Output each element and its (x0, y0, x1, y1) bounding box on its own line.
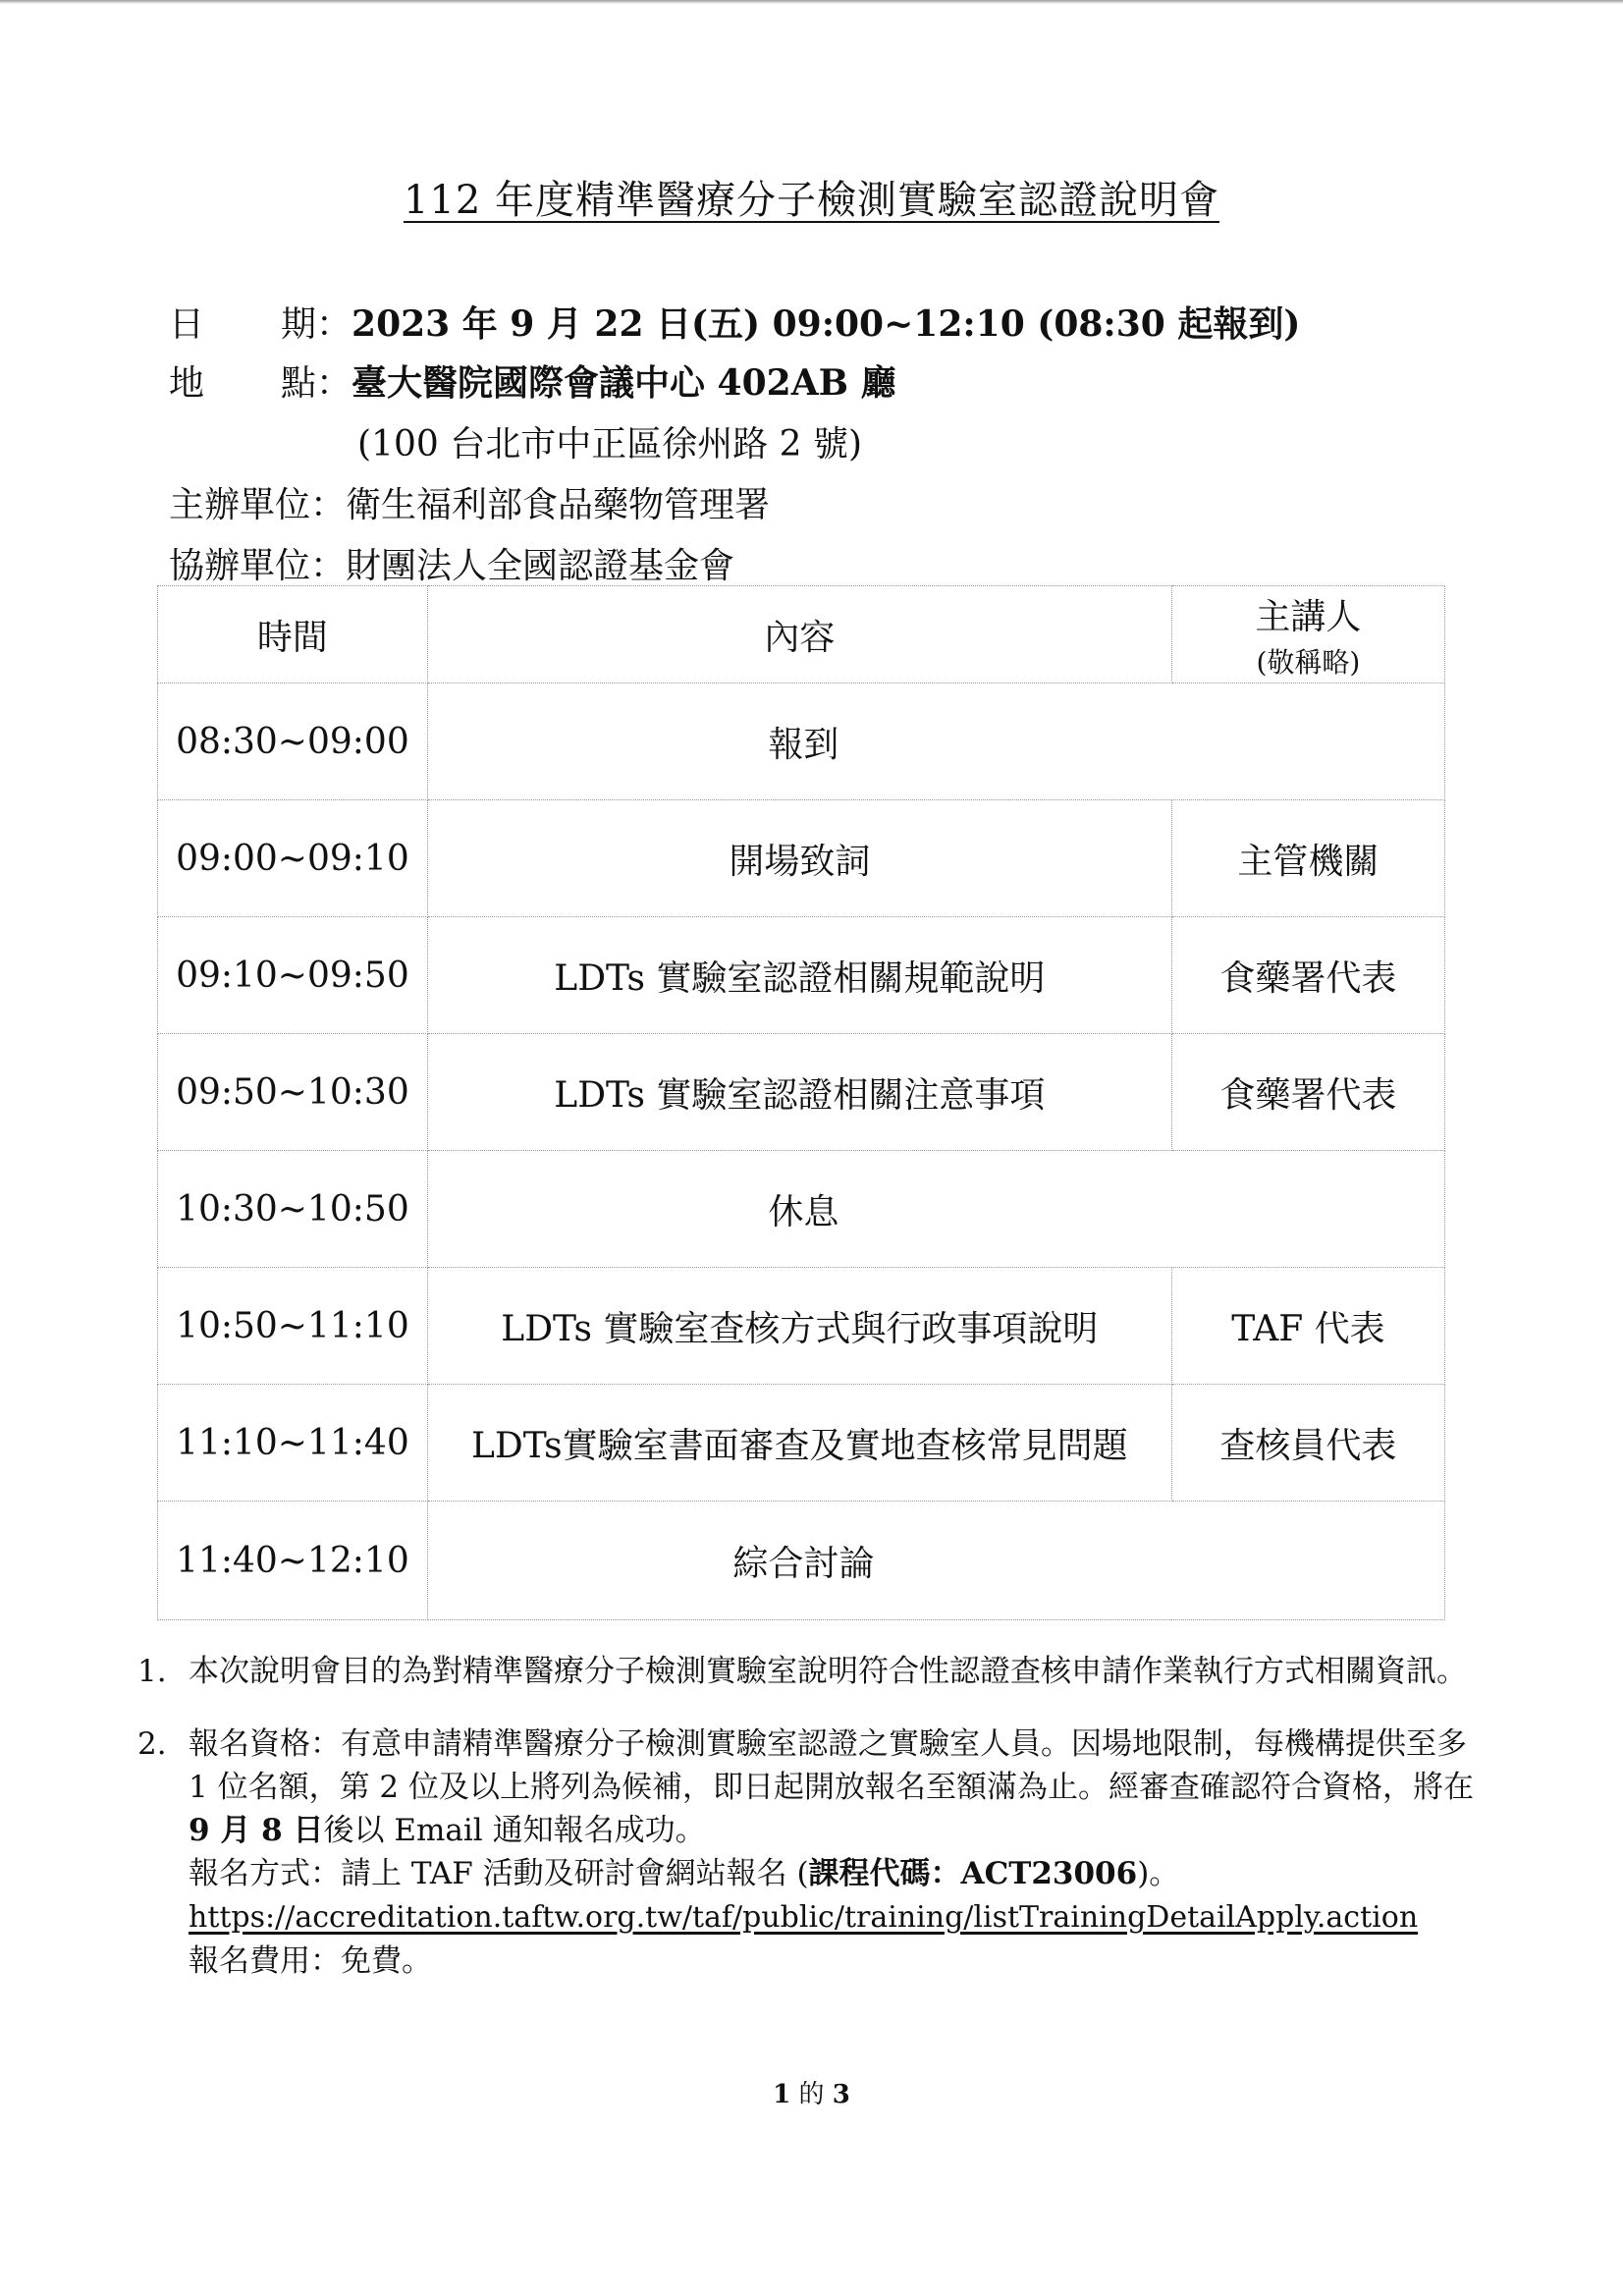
note-text: 本次說明會目的為對精準醫療分子檢測實驗室說明符合性認證查核申請作業執行方式相關資訊。 (189, 1654, 1467, 1689)
page-total: 3 (832, 2080, 850, 2109)
row-time: 11:40~12:10 (158, 1502, 428, 1620)
cohost-label: 協辦單位： (169, 546, 347, 586)
table-row (158, 917, 1445, 1034)
document-title-text: 112 年度精準醫療分子檢測實驗室認證說明會 (403, 178, 1220, 223)
place-address: (100 台北市中正區徐州路 2 號) (357, 424, 863, 465)
row-time: 10:50~11:10 (158, 1268, 428, 1385)
info-date-row (169, 297, 1300, 347)
place-label-second: 點： (281, 363, 352, 404)
page-number (0, 2074, 1623, 2110)
schedule-table (157, 585, 1445, 1620)
row-speaker: TAF 代表 (1171, 1268, 1444, 1385)
place-value: 臺大醫院國際會議中心 402AB 廳 (352, 362, 896, 404)
note-item (137, 1722, 1483, 1983)
note-number: 2. (137, 1726, 167, 1762)
row-speaker: 食藥署代表 (1171, 1034, 1444, 1151)
notify-date: 9 月 8 日 (189, 1813, 324, 1848)
registration-url-link[interactable]: https://accreditation.taftw.org.tw/taf/public/training/listTrainingDetailApply.action (189, 1900, 1419, 1935)
info-cohost-row (169, 538, 734, 588)
notes-list (137, 1650, 1483, 2012)
table-row (158, 800, 1445, 917)
schedule-header-row (158, 586, 1445, 683)
table-row (158, 1034, 1445, 1151)
host-value: 衛生福利部食品藥物管理署 (346, 485, 771, 525)
row-content: LDTs 實驗室認證相關注意事項 (427, 1034, 1171, 1151)
row-content: LDTs 實驗室認證相關規範說明 (427, 917, 1171, 1034)
eligibility-text-b: 後以 Email 通知報名成功。 (323, 1813, 706, 1848)
page-separator: 的 (798, 2080, 825, 2109)
row-content: 休息 (427, 1151, 1444, 1268)
registration-method (189, 1852, 1483, 1895)
course-code: 課程代碼：ACT23006 (808, 1856, 1138, 1891)
info-place-row (169, 355, 896, 406)
header-time: 時間 (158, 586, 428, 683)
row-speaker: 查核員代表 (1171, 1385, 1444, 1502)
date-label-second: 期： (281, 304, 352, 345)
note-number: 1. (137, 1654, 167, 1689)
info-host-row (169, 477, 770, 527)
method-text-b: )。 (1137, 1856, 1180, 1891)
date-value: 2023 年 9 月 22 日(五) 09:00~12:10 (08:30 起報到) (352, 303, 1301, 345)
header-speaker-note: (敬稱略) (1256, 645, 1361, 679)
place-label-first: 地 (169, 363, 205, 404)
row-content: 報到 (427, 683, 1444, 800)
registration-eligibility (189, 1722, 1483, 1852)
date-label-first: 日 (169, 304, 205, 345)
table-row (158, 1502, 1445, 1620)
row-time: 08:30~09:00 (158, 683, 428, 800)
row-time: 09:10~09:50 (158, 917, 428, 1034)
eligibility-text-a: 報名資格：有意申請精準醫療分子檢測實驗室認證之實驗室人員。因場地限制，每機構提供至多 1 位名額，第 2 位及以上將列為候補，即日起開放報名至額滿為止。經審查確認符合資格，將在 (189, 1726, 1475, 1805)
row-time: 10:30~10:50 (158, 1151, 428, 1268)
scan-edge (0, 0, 1623, 4)
document-title (0, 169, 1623, 225)
page-current: 1 (773, 2080, 791, 2109)
table-row (158, 1151, 1445, 1268)
row-time: 09:50~10:30 (158, 1034, 428, 1151)
row-speaker: 食藥署代表 (1171, 917, 1444, 1034)
row-content: LDTs 實驗室查核方式與行政事項說明 (427, 1268, 1171, 1385)
row-content: 開場致詞 (427, 800, 1171, 917)
row-speaker: 主管機關 (1171, 800, 1444, 917)
method-text-a: 報名方式：請上 TAF 活動及研討會網站報名 ( (189, 1856, 809, 1891)
cohost-value: 財團法人全國認證基金會 (346, 546, 735, 586)
table-row (158, 1268, 1445, 1385)
row-content: 綜合討論 (427, 1502, 1444, 1620)
registration-fee: 報名費用：免費。 (189, 1943, 432, 1979)
row-content: LDTs實驗室書面審查及實地查核常見問題 (427, 1385, 1171, 1502)
header-speaker-label: 主講人 (1255, 596, 1362, 637)
row-time: 09:00~09:10 (158, 800, 428, 917)
table-row (158, 683, 1445, 800)
info-address-row (357, 416, 862, 466)
table-row (158, 1385, 1445, 1502)
host-label: 主辦單位： (169, 485, 347, 525)
header-content: 內容 (427, 586, 1171, 683)
row-time: 11:10~11:40 (158, 1385, 428, 1502)
header-speaker (1171, 586, 1444, 683)
note-item (137, 1650, 1483, 1693)
